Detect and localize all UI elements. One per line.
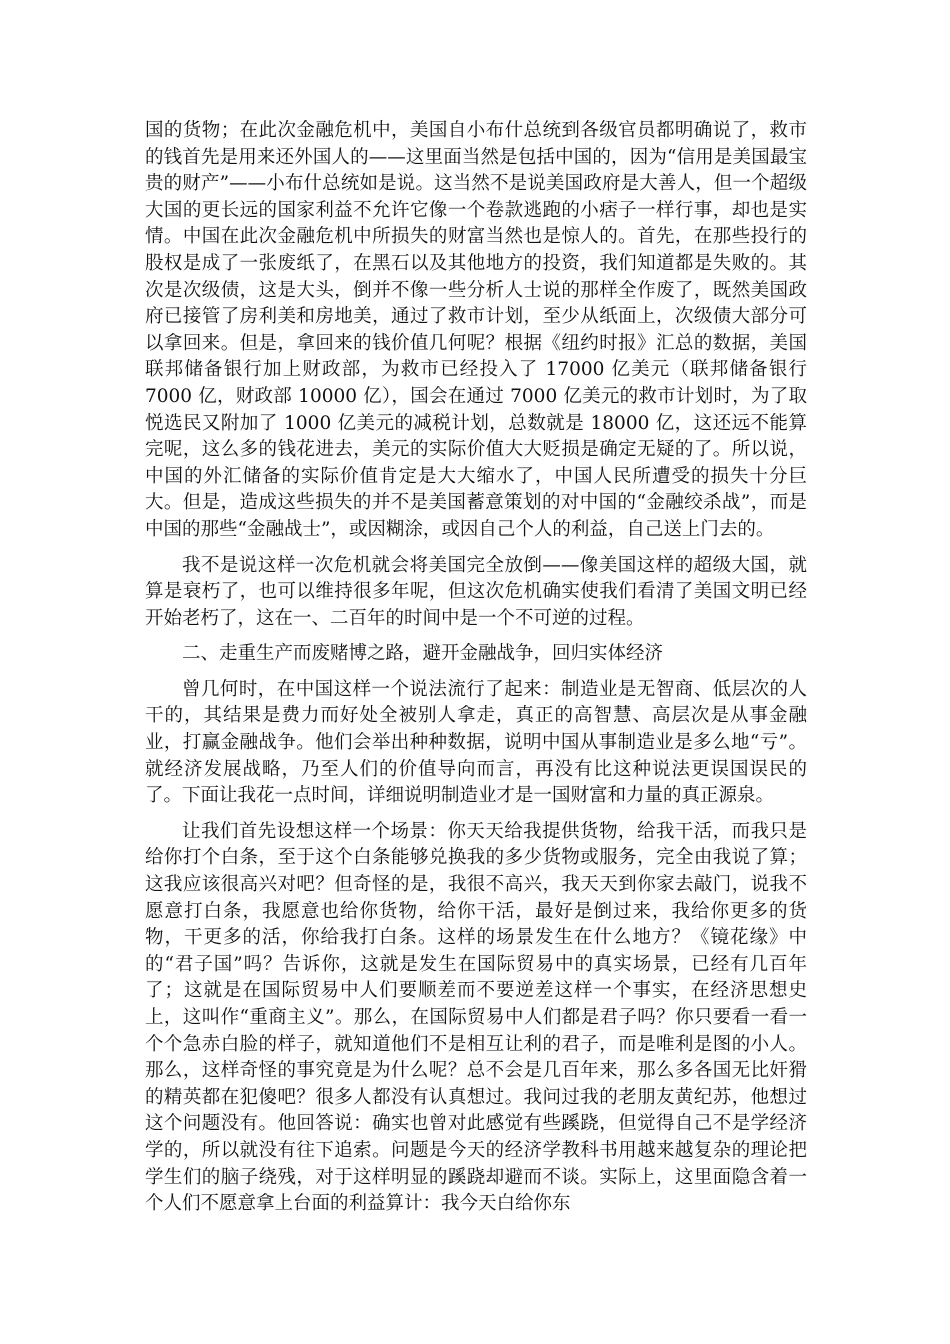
paragraph-america-decline: 我不是说这样一次危机就会将美国完全放倒——像美国这样的超级大国，就算是衰朽了，也可以维持很多年呢，但这次危机确实使我们看清了美国文明已经开始老朽了，这在一、二百年的时间中是一个不可逆的过程。	[145, 554, 807, 629]
paragraph-manufacturing: 曾几何时，在中国这样一个说法流行了起来：制造业是无智商、低层次的人干的，其结果是费力而好处全被别人拿走，真正的高智慧、高层次是从事金融业，打赢金融战争。他们会举出种种数据，说明中国从事制造业是多么地“亏”。就经济发展战略，乃至人们的价值导向而言，再没有比这种说法更误国误民的了。下面让我花一点时间，详细说明制造业才是一国财富和力量的真正源泉。	[145, 678, 807, 807]
paragraph-continued: 国的货物；在此次金融危机中，美国自小布什总统到各级官员都明确说了，救市的钱首先是用来还外国人的——这里面当然是包括中国的，因为“信用是美国最宝贵的财产”——小布什总统如是说。这当然不是说美国政府是大善人，但一个超级大国的更长远的国家利益不允许它像一个卷款逃跑的小痞子一样行事，却也是实情。中国在此次金融危机中所损失的财富当然也是惊人的。首先，在那些投行的股权是成了一张废纸了，在黑石以及其他地方的投资，我们知道都是失败的。其次是次级债，这是大头，倒并不像一些分析人士说的那样全作废了，既然美国政府已接管了房利美和房地美，通过了救市计划，至少从纸面上，次级债大部分可以拿回来。但是，拿回来的钱价值几何呢？根据《纽约时报》汇总的数据，美国联邦储备银行加上财政部，为救市已经投入了 17000 亿美元（联邦储备银行 7000 亿，财政部 10000 亿），国会在通过 7000 亿美元的救市计划时，为了取悦选民又附加了 1000 亿美元的减税计划，总数就是 18000 亿，这还远不能算完呢，这么多的钱花进去，美元的实际价值大大贬损是确定无疑的了。所以说，中国的外汇储备的实际价值肯定是大大缩水了，中国人民所遭受的损失十分巨大。但是，造成这些损失的并不是美国蓄意策划的对中国的“金融绞杀战”，而是中国的那些“金融战士”，或因糊涂，或因自己个人的利益，自己送上门去的。	[145, 120, 807, 540]
section-heading: 二、走重生产而废赌博之路，避开金融战争，回归实体经济	[182, 643, 664, 665]
document-body	[145, 118, 807, 1227]
paragraph-scenario: 让我们首先设想这样一个场景：你天天给我提供货物，给我干活，而我只是给你打个白条，至于这个白条能够兑换我的多少货物或服务，完全由我说了算；这我应该很高兴对吧？但奇怪的是，我很不高兴，我天天到你家去敲门，说我不愿意打白条，我愿意也给你货物，给你干活，最好是倒过来，我给你更多的货物，干更多的活，你给我打白条。这样的场景发生在什么地方？《镜花缘》中的“君子国”吗？告诉你，这就是发生在国际贸易中的真实场景，已经有几百年了；这就是在国际贸易中人们要顺差而不要逆差这样一个事实，在经济思想史上，这叫作“重商主义”。那么，在国际贸易中人们都是君子吗？你只要看一看一个个急赤白脸的样子，就知道他们不是相互让利的君子，而是唯利是图的小人。那么，这样奇怪的事究竟是为什么呢？总不会是几百年来，那么多各国无比奸猾的精英都在犯傻吧？很多人都没有认真想过。我问过我的老朋友黄纪苏，他想过这个问题没有。他回答说：确实也曾对此感觉有些蹊跷，但觉得自己不是学经济学的，所以就没有往下追索。问题是今天的经济学教科书用越来越复杂的理论把学生们的脑子绕残，对于这样明显的蹊跷却避而不谈。实际上，这里面隐含着一个人们不愿意拿上台面的利益算计：我今天白给你东	[145, 820, 807, 1215]
